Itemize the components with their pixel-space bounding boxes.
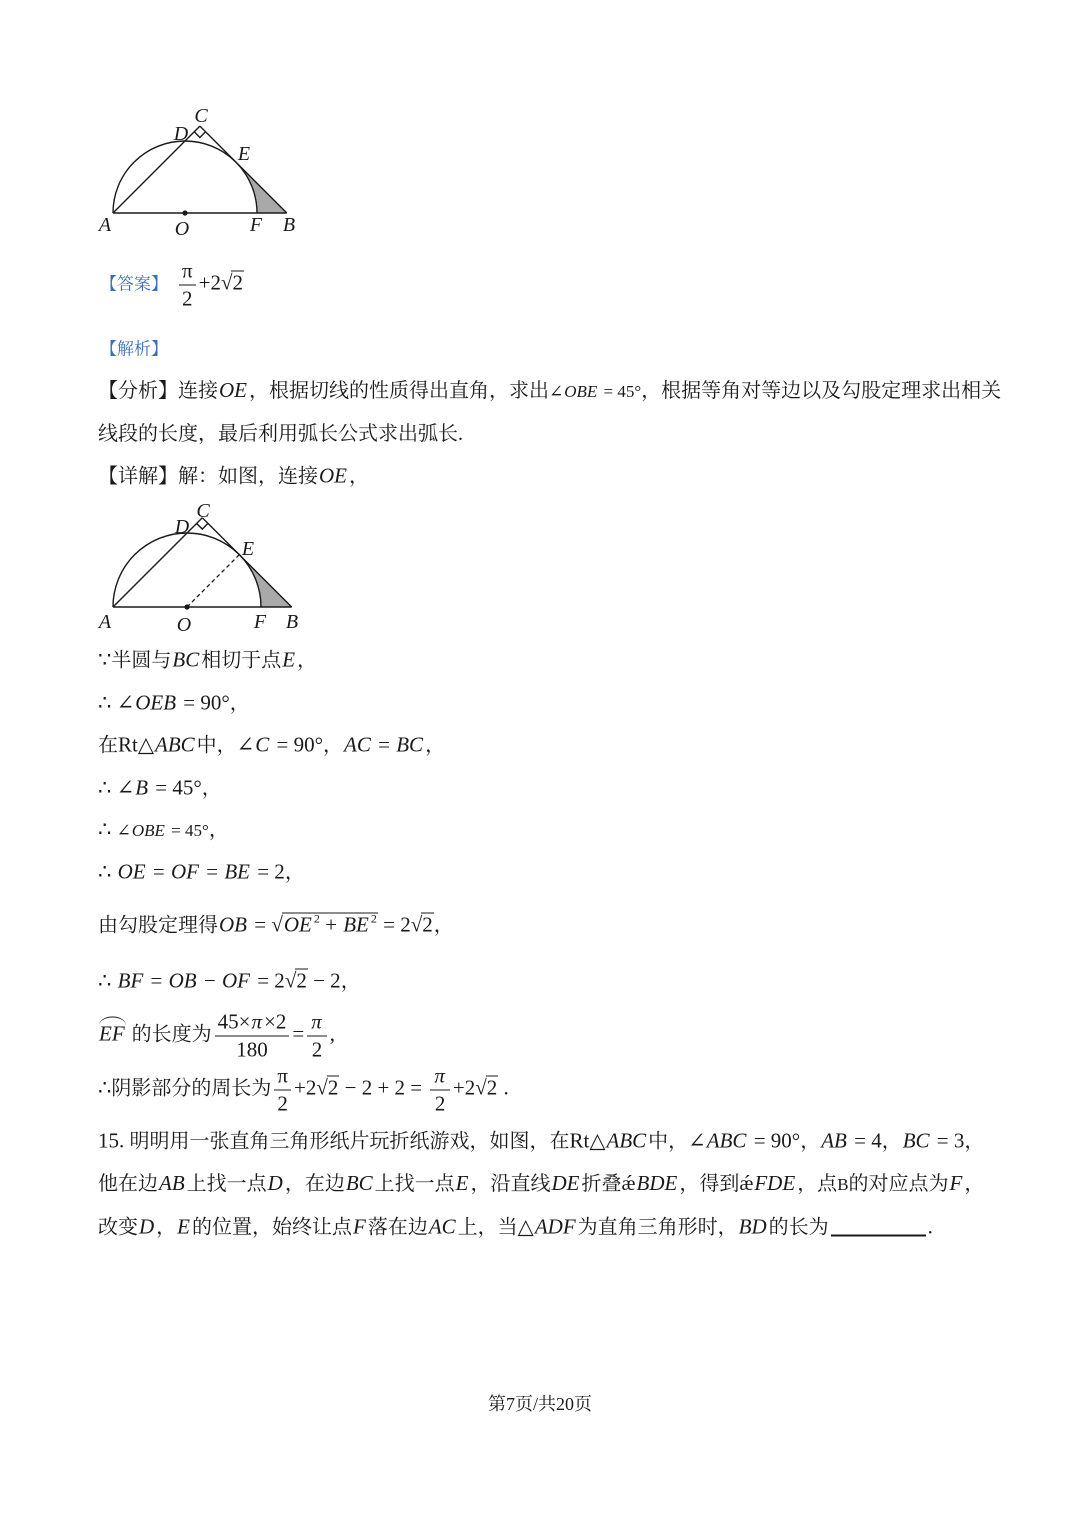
text-run: 的对应点为	[848, 1173, 949, 1195]
label-f: F	[253, 611, 267, 633]
text-run: 中，	[196, 734, 237, 757]
radicand	[327, 1076, 340, 1100]
label-f: F	[249, 214, 263, 236]
text-run: ，在边	[284, 1173, 345, 1195]
math-symbol: − 2 + 2 =	[339, 1075, 428, 1100]
math-symbol: 2	[422, 912, 433, 937]
math-variable: BC	[396, 732, 424, 757]
math-symbol: 2	[486, 1075, 498, 1100]
math-variable: E	[282, 647, 296, 672]
math-symbol: 2	[277, 1091, 288, 1116]
math-symbol: ǽ	[739, 1171, 754, 1195]
math-variable: OEB	[135, 690, 177, 715]
text-run: ，根据等角对等边以及勾股定理求出相关	[641, 380, 1002, 402]
math-variable: OF	[170, 859, 199, 884]
fraction	[215, 1009, 290, 1064]
math-symbol: 2	[232, 270, 243, 295]
fraction	[179, 258, 196, 313]
math-symbol: = 3	[931, 1128, 965, 1153]
math-symbol: =	[145, 968, 168, 993]
math-symbol: = 90°	[271, 732, 324, 757]
math-symbol: √	[475, 1075, 487, 1100]
fraction-denominator	[233, 1037, 271, 1064]
math-symbol: = 2	[377, 912, 411, 937]
answer-blank	[831, 1215, 926, 1237]
math-symbol: √	[316, 1075, 328, 1100]
math-symbol: =	[147, 859, 170, 884]
math-variable: BC	[345, 1171, 373, 1195]
text-run: 的位置，始终让点	[192, 1216, 352, 1239]
math-variable: AC	[428, 1214, 456, 1239]
math-symbol: 2	[182, 286, 193, 311]
math-symbol: ∠	[236, 732, 255, 757]
fraction	[274, 1063, 291, 1118]
math-symbol: = 90°	[748, 1128, 801, 1153]
math-variable: π	[251, 1009, 263, 1034]
question-15-line-1	[98, 1127, 984, 1156]
text-run: ，	[964, 1173, 985, 1195]
math-variable: π	[434, 1063, 445, 1088]
math-symbol: = 2	[251, 859, 285, 884]
math-variable: DE	[551, 1171, 580, 1195]
math-variable: E	[177, 1214, 190, 1239]
text-run: ，	[201, 777, 222, 800]
fraction	[307, 1009, 327, 1064]
analysis-heading	[100, 335, 168, 364]
superscript: 2	[370, 911, 377, 926]
math-symbol: +2	[452, 1075, 476, 1100]
text-run: 线段的长度，最后利用弧长公式求出弧长.	[98, 423, 463, 445]
radicand	[421, 913, 434, 937]
math-symbol: .	[927, 1214, 933, 1239]
text-run: ，根据切线的性质得出直角，求出	[249, 380, 549, 402]
text-run: 改变	[98, 1216, 138, 1239]
math-symbol: √	[284, 968, 297, 993]
math-variable: FDE	[754, 1171, 796, 1195]
math-symbol: 2	[327, 1075, 339, 1100]
label-b: B	[285, 611, 299, 633]
math-variable: ABC	[155, 732, 195, 757]
math-symbol: ǽ	[621, 1171, 636, 1195]
question-15-line-3	[98, 1213, 933, 1242]
math-variable: BD	[738, 1214, 767, 1239]
math-symbol: =	[372, 732, 396, 757]
math-variable: ADF	[534, 1214, 576, 1239]
math-variable: AB	[821, 1128, 847, 1153]
text-run: 中，	[648, 1130, 689, 1153]
semicircle-figure-2	[95, 495, 315, 640]
math-symbol: =	[200, 859, 224, 884]
label-b: B	[282, 214, 296, 236]
math-symbol: ,	[329, 1021, 335, 1046]
math-symbol: B	[837, 1175, 849, 1194]
math-symbol: ∴	[98, 968, 117, 993]
step-line-7	[98, 911, 454, 940]
text-run: ，	[208, 819, 229, 841]
math-symbol: √	[271, 912, 283, 937]
text-run: 上，当	[457, 1216, 518, 1239]
small-math	[837, 1175, 848, 1194]
math-variable: F	[949, 1171, 963, 1195]
text-run: ，	[433, 914, 454, 937]
text-run: 相切于点	[201, 649, 282, 672]
math-symbol: π	[277, 1063, 288, 1088]
math-symbol: = 45°	[599, 382, 642, 401]
label-a: A	[98, 611, 112, 633]
question-15-line-2	[98, 1169, 984, 1199]
math-symbol: = 90°	[178, 690, 230, 715]
fraction-numerator	[274, 1063, 291, 1091]
math-variable: OE	[283, 912, 312, 937]
math-variable: OF	[221, 968, 250, 993]
math-symbol: −	[198, 968, 221, 993]
step-line-3	[98, 731, 445, 760]
answer-expression	[176, 258, 244, 311]
text-run: 在	[98, 734, 118, 757]
text-run: 落在边	[367, 1216, 428, 1239]
math-symbol: =	[292, 1021, 305, 1046]
page-footer: 第7页/共20页	[487, 1394, 592, 1414]
step-line-6	[98, 858, 305, 887]
text-run: 的长度为	[126, 1023, 212, 1046]
math-symbol: 180	[236, 1037, 268, 1062]
fraction-denominator	[179, 286, 196, 313]
radicand	[295, 969, 308, 993]
center-point-o	[182, 210, 187, 215]
math-symbol: Rt△	[569, 1128, 606, 1153]
math-symbol: .	[498, 1075, 509, 1100]
analysis-line-2	[98, 420, 463, 448]
math-variable: BE	[224, 859, 250, 884]
semicircle-arc	[113, 141, 257, 213]
step-line-5	[98, 815, 229, 845]
text-run: ，	[349, 465, 369, 488]
label-c: C	[196, 500, 210, 522]
math-symbol: ∴ ∠	[98, 690, 135, 715]
math-variable: BC	[172, 647, 200, 672]
text-run: ，沿直线	[470, 1173, 551, 1195]
math-symbol: = 45°	[150, 775, 202, 800]
fraction-denominator	[432, 1091, 449, 1118]
segment-cb	[200, 126, 287, 213]
arc-notation	[98, 1020, 127, 1049]
detail-intro-line	[98, 462, 369, 491]
radicand	[231, 271, 244, 295]
fraction-numerator	[430, 1063, 450, 1091]
semicircle-figure-1	[95, 100, 310, 240]
label-o: O	[174, 218, 190, 240]
math-symbol: 15.	[98, 1128, 130, 1153]
analysis-tag: 【解析】	[100, 339, 168, 359]
text-run: ，	[964, 1130, 985, 1153]
text-run: ，	[340, 970, 361, 993]
math-symbol: =	[249, 912, 272, 937]
fraction-denominator	[309, 1037, 326, 1064]
text-run: ，	[229, 692, 250, 715]
math-symbol: ∠	[549, 382, 564, 401]
label-c: C	[194, 105, 208, 127]
math-variable: C	[255, 732, 270, 757]
math-symbol: ∵	[98, 647, 112, 672]
semicircle-arc	[113, 533, 261, 607]
text-run: ，	[881, 1130, 902, 1153]
math-variable: π	[311, 1009, 322, 1034]
text-run: ，得到	[679, 1173, 740, 1195]
math-variable: D	[139, 1214, 155, 1239]
math-symbol: ∠	[116, 821, 131, 840]
math-variable: OE	[117, 859, 146, 884]
math-symbol: √	[220, 270, 233, 295]
text-run: ，	[323, 734, 344, 757]
math-variable: BDE	[636, 1171, 678, 1195]
fraction-denominator	[274, 1091, 291, 1118]
segment-cb	[202, 518, 291, 607]
math-symbol: 45×	[217, 1009, 251, 1034]
math-symbol: 2	[296, 968, 307, 993]
text-run: 阴影部分的周长为	[111, 1077, 272, 1100]
step-line-1	[98, 646, 317, 675]
superscript: 2	[313, 911, 320, 926]
math-symbol: Rt△	[118, 732, 154, 757]
math-variable: AC	[344, 732, 371, 757]
math-symbol: +	[319, 912, 343, 937]
answer-line	[100, 258, 244, 313]
math-symbol: = 2	[251, 968, 285, 993]
step-line-4	[98, 774, 222, 803]
math-symbol: 2	[311, 1037, 323, 1062]
fraction-numerator	[179, 258, 196, 286]
step-line-10	[98, 1063, 509, 1118]
math-symbol: √	[410, 912, 423, 937]
text-run: ，	[425, 734, 446, 757]
math-symbol: +2	[293, 1075, 317, 1100]
analysis-line-1	[98, 376, 1001, 406]
math-variable: EF	[99, 1021, 125, 1046]
dashed-segment-oe	[187, 555, 239, 607]
text-run: 上找一点	[374, 1173, 455, 1195]
text-run: 为直角三角形时，	[577, 1216, 738, 1239]
step-line-2	[98, 689, 250, 718]
small-math	[549, 382, 641, 401]
math-symbol: △	[517, 1214, 534, 1239]
text-run: 上找一点	[186, 1173, 267, 1195]
math-symbol: π	[182, 258, 193, 283]
text-run: 的长为	[768, 1216, 829, 1239]
math-symbol: ×2	[264, 1009, 287, 1034]
math-symbol: − 2	[307, 968, 341, 993]
text-run: 他在边	[98, 1173, 158, 1195]
label-a: A	[98, 214, 112, 236]
text-run: 由勾股定理得	[98, 914, 218, 937]
text-run: 【详解】解：如图，连接	[98, 465, 318, 488]
math-symbol: ∴	[98, 1075, 112, 1100]
text-run: ，	[800, 1130, 821, 1153]
math-symbol: ∴	[98, 817, 117, 841]
math-variable: OE	[219, 378, 247, 402]
fraction-numerator	[215, 1009, 290, 1037]
math-variable: F	[353, 1214, 366, 1239]
math-variable: OBE	[131, 821, 165, 840]
step-line-8	[98, 967, 361, 996]
fraction-numerator	[307, 1009, 327, 1037]
label-d: D	[173, 123, 189, 145]
text-run: ，	[297, 649, 318, 672]
answer-tag: 【答案】	[100, 274, 168, 294]
step-line-9	[98, 1009, 335, 1064]
math-variable: AB	[159, 1171, 185, 1195]
math-symbol: ∴	[98, 859, 117, 884]
text-run: ，点	[797, 1173, 838, 1195]
fraction	[430, 1063, 450, 1118]
math-variable: OB	[168, 968, 197, 993]
center-point-o	[184, 604, 189, 609]
math-variable: OB	[219, 912, 247, 937]
label-e: E	[241, 538, 255, 560]
text-run: ，	[284, 861, 305, 884]
text-run: 明明用一张直角三角形纸片玩折纸游戏，如图，在	[129, 1130, 570, 1153]
math-variable: ABC	[706, 1128, 747, 1153]
radicand	[486, 1076, 499, 1100]
text-run: 折叠	[581, 1173, 622, 1195]
text-run: 半圆与	[111, 649, 172, 672]
right-angle-mark	[197, 523, 208, 529]
math-variable: BE	[343, 912, 369, 937]
math-variable: OE	[319, 463, 347, 488]
math-variable: BC	[902, 1128, 930, 1153]
math-variable: E	[455, 1171, 469, 1195]
math-variable: OBE	[564, 382, 598, 401]
small-math	[117, 821, 209, 840]
text-run: ，	[156, 1216, 177, 1239]
label-o: O	[176, 614, 192, 636]
math-symbol: ∠	[688, 1128, 706, 1153]
math-variable: D	[267, 1171, 283, 1195]
label-e: E	[237, 143, 251, 165]
right-angle-mark	[194, 132, 205, 138]
math-variable: BF	[117, 968, 144, 993]
math-variable: B	[135, 775, 149, 800]
math-symbol: ∴ ∠	[98, 775, 135, 800]
math-symbol: +2	[198, 270, 221, 295]
label-d: D	[174, 516, 190, 538]
math-variable: ABC	[606, 1128, 647, 1153]
radicand	[282, 913, 378, 937]
math-symbol: 2	[434, 1091, 446, 1116]
math-symbol: = 45°	[166, 821, 209, 840]
math-symbol: = 4	[848, 1128, 882, 1153]
text-run: 【分析】连接	[98, 380, 218, 402]
